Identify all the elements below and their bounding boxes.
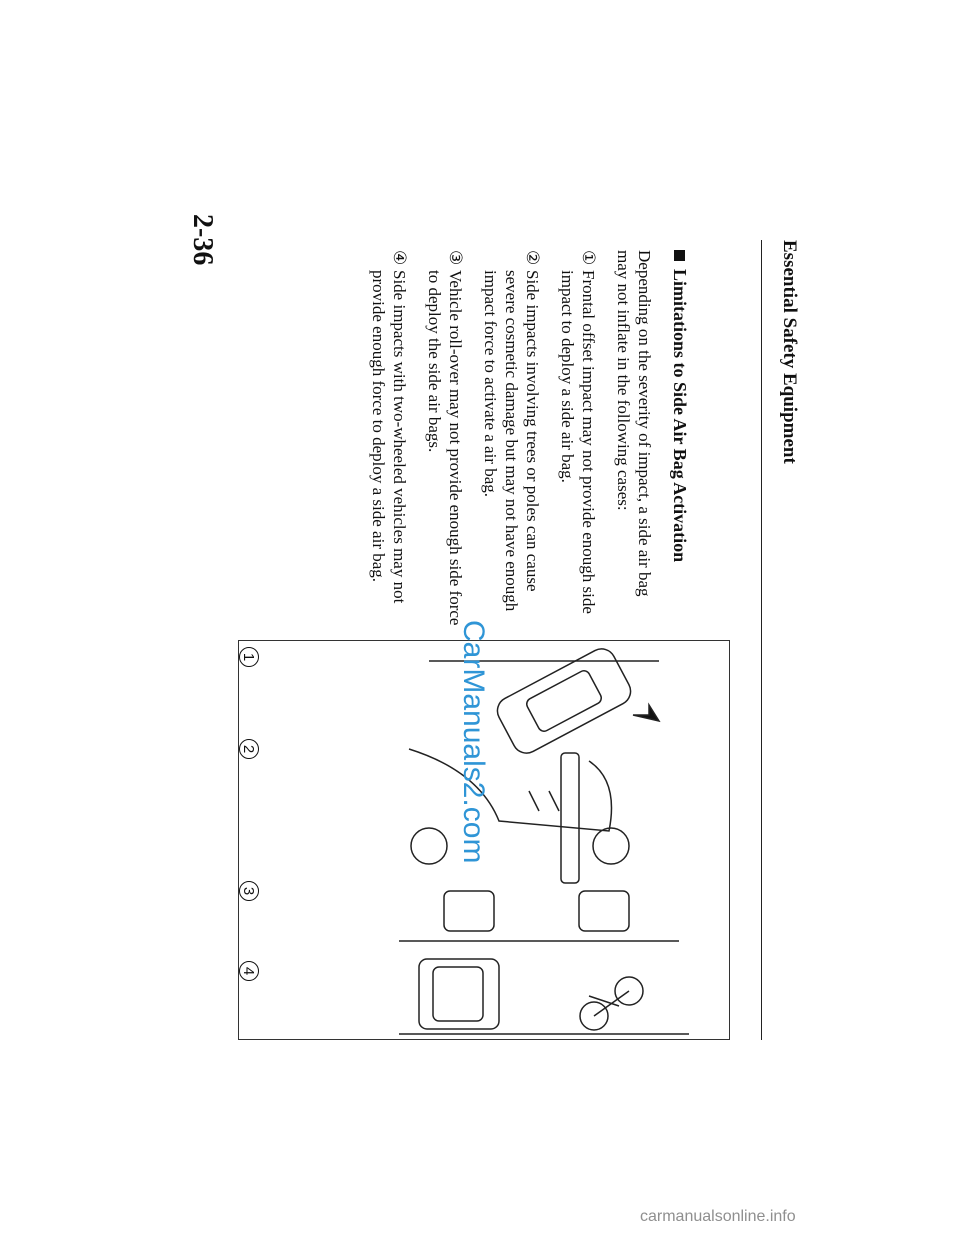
- page-header: Essential Safety Equipment: [779, 240, 800, 464]
- header-rule: [761, 240, 762, 1040]
- figure-label-3: 3: [239, 881, 259, 901]
- figure-label-1: 1: [239, 647, 259, 667]
- scene-two-wheeler-icon: [399, 959, 689, 1034]
- list-item: [368, 250, 410, 630]
- item-number: ③: [446, 250, 465, 266]
- watermark-footer: carmanualsonline.info: [640, 1208, 796, 1225]
- item-text: Side impacts involving trees or poles can cause severe cosmetic damage but may not have enough impact force to activate a air bag.: [481, 270, 542, 612]
- item-number: ②: [523, 250, 542, 266]
- square-bullet-icon: [674, 250, 685, 261]
- item-number: ④: [390, 250, 409, 266]
- item-text: Side impacts with two-wheeled vehicles may not provide enough force to deploy a side air bag.: [369, 270, 409, 604]
- scene-rollover-icon: [399, 891, 679, 941]
- page-number: 2-36: [187, 214, 218, 266]
- list-item: [424, 250, 466, 630]
- section-title-text: Limitations to Side Air Bag Activation: [670, 269, 690, 563]
- section-title: [669, 250, 690, 630]
- list-item: [557, 250, 599, 630]
- item-number: ①: [579, 250, 598, 266]
- scene-pole-impact-icon: [409, 749, 629, 883]
- list-item: [480, 250, 543, 630]
- item-text: Vehicle roll-over may not provide enough side force to deploy the side air bags.: [425, 270, 465, 626]
- figure-label-2: 2: [239, 739, 259, 759]
- watermark-primary: CarManuals2.com: [457, 620, 490, 864]
- item-text: Frontal offset impact may not provide enough side impact to deploy a side air bag.: [558, 270, 598, 614]
- text-column: [354, 250, 690, 630]
- illustration-drawings: [269, 641, 729, 1039]
- figure-label-4: 4: [239, 961, 259, 981]
- intro-paragraph: Depending on the severity of impact, a side air bag may not inflate in the following cases:: [614, 250, 654, 597]
